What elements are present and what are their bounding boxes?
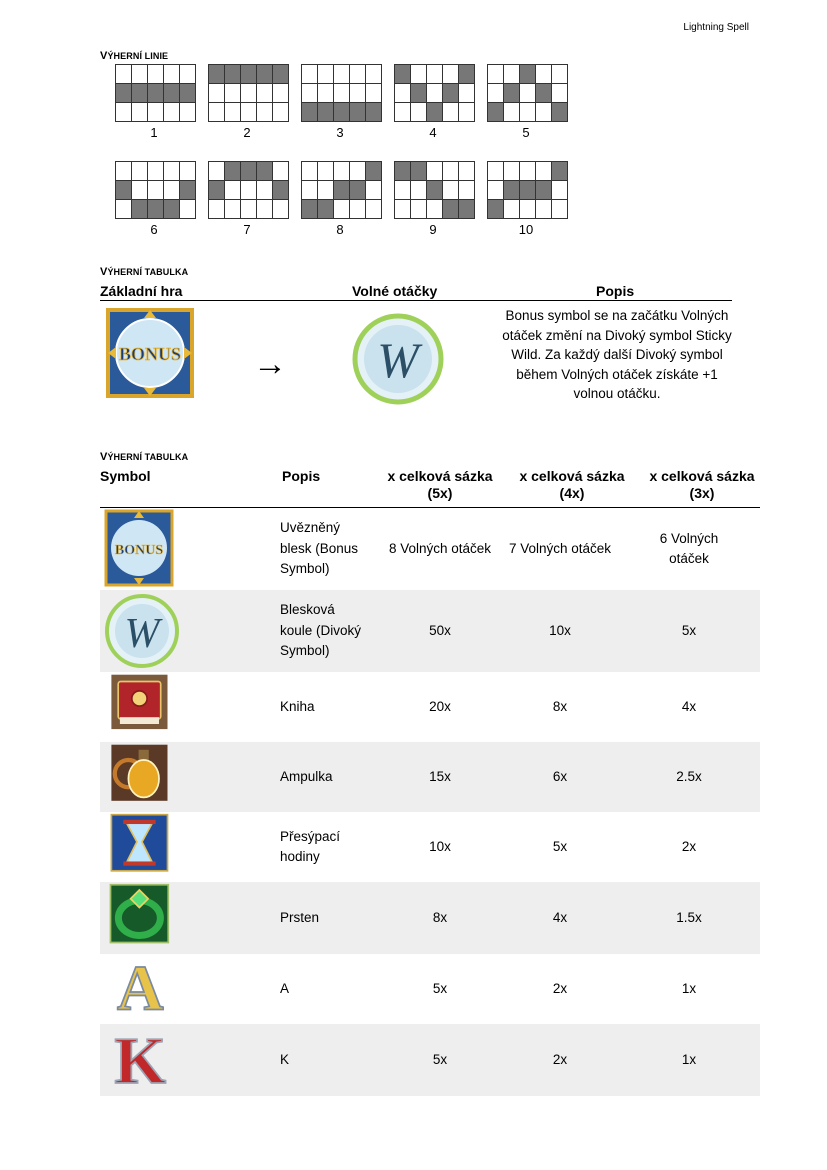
payline-grid-9: [394, 161, 475, 219]
payline-label: 8: [336, 222, 344, 237]
paytable-col-symbol: Symbol: [100, 468, 151, 484]
symbol-cell: [104, 590, 180, 672]
payline-grid-2: [208, 64, 289, 122]
paytable-row: [100, 508, 760, 590]
feature-heading-cap: V: [100, 266, 108, 278]
letter-a-icon: [104, 955, 180, 1023]
payline-label: 1: [150, 125, 158, 140]
payout-3x: 4x: [681, 698, 697, 714]
paytable-row: [100, 882, 760, 954]
feature-description: Bonus symbol se na začátku Volných otáček změní na Divoký symbol Sticky Wild. Za každý další Divoký symbol během Volných otáček získáte +1 volnou otáčku.: [502, 308, 732, 401]
feature-col-desc: Popis: [596, 283, 635, 299]
payout-4x: 7 Volných otáček: [508, 540, 612, 556]
payout-4x: 8x: [552, 698, 568, 714]
payout-5x: 20x: [429, 698, 451, 714]
payout-3x: 5x: [681, 622, 697, 638]
payout-5x: 10x: [429, 838, 451, 854]
payout-4x: 5x: [552, 838, 568, 854]
paytable-row: [100, 812, 760, 882]
paytable-col-desc: Popis: [282, 468, 321, 484]
payout-3x: 1x: [681, 1051, 697, 1067]
payout-5x: 15x: [429, 768, 451, 784]
paytable-col-4: x celková sázka (4x): [519, 468, 625, 501]
payline-grid-1: [115, 64, 196, 122]
payout-3x: 2x: [681, 838, 697, 854]
symbol-cell: [104, 954, 180, 1024]
payline-label: 7: [243, 222, 251, 237]
paytable-col-5: x celková sázka (5x): [387, 468, 493, 501]
symbol-cell: [104, 812, 180, 882]
paytable-row: [100, 590, 760, 672]
payout-3x: 1.5x: [676, 909, 702, 925]
paylines-heading: [100, 50, 168, 62]
payout-4x: 4x: [552, 909, 568, 925]
symbol-description: Uvězněný blesk (Bonus Symbol): [280, 520, 359, 577]
symbol-cell: [104, 672, 180, 742]
symbol-description: A: [280, 980, 290, 996]
payline-label: 9: [429, 222, 437, 237]
payout-5x: 5x: [432, 980, 448, 996]
payline-label: 10: [518, 222, 534, 237]
payout-5x: 5x: [432, 1051, 448, 1067]
symbol-cell: [104, 508, 180, 590]
symbol-cell: [104, 1024, 180, 1096]
book-icon: [104, 673, 180, 741]
payout-3x: 2.5x: [676, 768, 702, 784]
svg-text:A: A: [116, 955, 164, 1023]
paytable-col-3: x celková sázka (3x): [649, 468, 755, 501]
paytable-heading: [100, 451, 188, 463]
payline-grid-7: [208, 161, 289, 219]
symbol-description: Prsten: [280, 909, 320, 925]
symbol-cell: [104, 742, 180, 812]
hourglass-icon: [104, 813, 180, 881]
symbol-description: Přesýpací hodiny: [280, 828, 341, 864]
feature-header-rule: [100, 300, 732, 301]
paytable-row: [100, 742, 760, 812]
document-title: Lightning Spell: [683, 22, 749, 33]
symbol-description: Blesková koule (Divoký Symbol): [280, 602, 362, 659]
svg-text:K: K: [114, 1025, 167, 1095]
payline-grid-3: [301, 64, 382, 122]
payout-4x: 2x: [552, 1051, 568, 1067]
symbol-description: Kniha: [280, 698, 315, 714]
payline-grid-8: [301, 161, 382, 219]
symbol-description: K: [280, 1051, 290, 1067]
paytable-row: [100, 954, 760, 1024]
letter-k-icon: [104, 1025, 180, 1095]
payout-4x: 10x: [549, 622, 571, 638]
payline-grid-10: [487, 161, 568, 219]
paylines-heading-rest: ÝHERNÍ LINIE: [107, 51, 169, 61]
symbol-description: Ampulka: [280, 768, 333, 784]
payout-3x: 1x: [681, 980, 697, 996]
paylines-heading-cap: V: [100, 50, 108, 62]
payline-label: 2: [243, 125, 251, 140]
paytable-row: [100, 672, 760, 742]
paytable-heading-cap: V: [100, 451, 108, 463]
symbol-cell: [104, 882, 180, 954]
feature-heading-rest: ÝHERNÍ TABULKA: [107, 267, 189, 277]
feature-wild-symbol: [352, 313, 444, 410]
wild-icon: [104, 591, 180, 671]
svg-text:W: W: [124, 611, 160, 657]
feature-col-free: Volné otáčky: [352, 283, 438, 299]
svg-text:BONUS: BONUS: [118, 344, 182, 364]
payline-grid-4: [394, 64, 475, 122]
payline-label: 6: [150, 222, 158, 237]
payout-5x: 8x: [432, 909, 448, 925]
svg-text:W: W: [377, 332, 419, 388]
feature-bonus-symbol: [106, 308, 194, 403]
payline-grid-6: [115, 161, 196, 219]
payout-4x: 6x: [552, 768, 568, 784]
payline-grid-5: [487, 64, 568, 122]
payout-5x: 8 Volných otáček: [388, 540, 492, 556]
payline-label: 4: [429, 125, 437, 140]
payout-4x: 2x: [552, 980, 568, 996]
bonus-icon: [104, 509, 180, 589]
potion-icon: [104, 743, 180, 811]
feature-col-base: Základní hra: [100, 283, 183, 299]
payout-5x: 50x: [429, 622, 451, 638]
payline-label: 3: [336, 125, 344, 140]
paytable-heading-rest: ÝHERNÍ TABULKA: [107, 452, 189, 462]
ring-icon: [104, 883, 180, 953]
bonus-symbol-icon: [106, 308, 194, 398]
wild-symbol-icon: [352, 313, 444, 405]
svg-text:BONUS: BONUS: [114, 543, 164, 558]
payline-label: 5: [522, 125, 530, 140]
transform-arrow: →: [253, 345, 287, 383]
payout-3x: 6 Volných otáček: [659, 530, 719, 566]
paytable-row: [100, 1024, 760, 1096]
feature-heading: [100, 266, 188, 278]
